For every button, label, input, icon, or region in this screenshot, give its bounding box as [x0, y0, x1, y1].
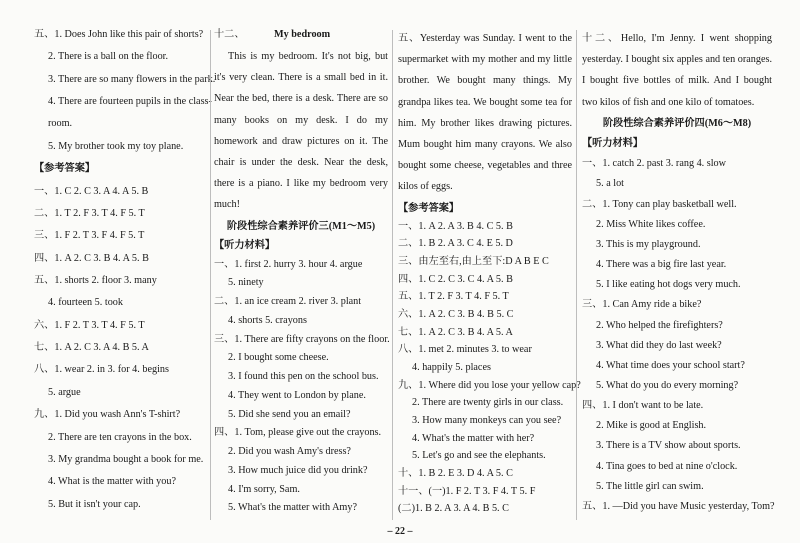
text-line: 六、1. A 2. C 3. B 4. B 5. C: [398, 309, 514, 320]
text-line: 3. How many monkeys can you see?: [412, 415, 562, 426]
column-divider: [210, 30, 211, 520]
column-divider: [576, 30, 577, 520]
answer-key-label: 【参考答案】: [34, 163, 96, 175]
text-line: 十、1. B 2. E 3. D 4. A 5. C: [398, 468, 513, 479]
essay-body: This is my bedroom. It's not big, but it's very clean. There is a small bed in it. Near the bed, there is a desk. There are so many books on my desk. I do my homework and draw pictures on it. The chair is under the desk. Near the desk, there is a piano. I like my bedroom very much!: [214, 51, 388, 211]
text-line: 2. There are twenty girls in our class.: [412, 397, 564, 409]
listening-label: 【听力材料】: [214, 239, 276, 251]
text-line: 5. What's the matter with Amy?: [228, 502, 357, 514]
essay-heading-number: 十二、: [214, 29, 245, 40]
text-line: 4. fourteen 5. took: [48, 297, 123, 309]
text-line: 5. I like eating hot dogs very much.: [596, 279, 741, 291]
text-line: 八、1. met 2. minutes 3. to wear: [398, 344, 532, 356]
text-line: 4. shorts 5. crayons: [228, 314, 307, 326]
answer-key-label: 【参考答案】: [398, 203, 460, 214]
text-line: 4. There was a big fire last year.: [596, 259, 727, 271]
text-line: 十一、(一)1. F 2. T 3. F 4. T 5. F: [398, 485, 536, 497]
text-line: 5. ninety: [228, 277, 264, 289]
listening-label: 【听力材料】: [582, 138, 644, 150]
text-line: 三、由左至右,由上至下:D A B E C: [398, 256, 549, 267]
text-line: 一、1. A 2. A 3. B 4. C 5. B: [398, 220, 513, 232]
text-line: 八、1. wear 2. in 3. for 4. begins: [34, 364, 169, 376]
text-line: 2. There is a ball on the floor.: [48, 51, 169, 63]
text-line: 5. a lot: [596, 178, 625, 190]
section-title: 阶段性综合素养评价三(M1～M5): [226, 221, 376, 232]
text-line: 六、1. F 2. T 3. T 4. F 5. T: [34, 319, 145, 331]
text-line: 4. They went to London by plane.: [228, 389, 366, 401]
text-line: 3. How much juice did you drink?: [228, 464, 368, 476]
text-line: 3. What did they do last week?: [596, 339, 722, 351]
text-line: 2. Mike is good at English.: [596, 420, 707, 432]
text-line: 5. My brother took my toy plane.: [48, 140, 184, 152]
text-line: 4. What's the matter with her?: [412, 432, 535, 444]
text-line: 一、1. first 2. hurry 3. hour 4. argue: [214, 258, 363, 270]
text-line: 4. What time does your school start?: [596, 359, 745, 371]
text-line: 5. But it isn't your cap.: [48, 498, 141, 510]
text-line: 五、1. shorts 2. floor 3. many: [34, 275, 157, 286]
text-line: 3. I found this pen on the school bus.: [228, 371, 379, 382]
text-line: 三、1. There are fifty crayons on the floor.: [214, 333, 390, 345]
text-line: 4. What is the matter with you?: [48, 476, 176, 488]
text-line: 二、1. T 2. F 3. T 4. F 5. T: [34, 207, 145, 219]
text-line: 5. argue: [48, 386, 81, 398]
essay-title: My bedroom: [274, 29, 331, 40]
text-line: 七、1. A 2. C 3. A 4. B 5. A: [34, 342, 149, 354]
text-line: 七、1. A 2. C 3. B 4. A 5. A: [398, 326, 513, 338]
text-line: 3. There is a TV show about sports.: [596, 440, 741, 452]
text-line: 3. This is my playground.: [596, 238, 701, 250]
text-line: 3. My grandma bought a book for me.: [48, 453, 204, 465]
text-line: 2. Did you wash Amy's dress?: [228, 446, 351, 457]
text-line: 一、1. C 2. C 3. A 4. A 5. B: [34, 185, 149, 197]
text-line: 四、1. Tom, please give out the crayons.: [214, 427, 382, 439]
text-line: 五、1. —Did you have Music yesterday, Tom?: [582, 500, 775, 512]
text-line: 4. There are fourteen pupils in the class-: [48, 96, 212, 108]
listening-paragraph: 十二、Hello, I'm Jenny. I went shopping yesterday. I bought six apples and ten oranges. I bought five bottles of milk. And I bought two kilos of fish and one kilo of tomatoes.: [582, 33, 772, 108]
page-number: – 22 –: [387, 526, 413, 537]
text-line: 九、1. Did you wash Ann's T-shirt?: [34, 409, 181, 421]
text-line: 四、1. C 2. C 3. C 4. A 5. B: [398, 273, 513, 285]
text-line: 二、1. B 2. A 3. C 4. E 5. D: [398, 238, 513, 250]
text-line: 3. There are so many flowers in the park.: [48, 73, 216, 85]
text-line: 4. Tina goes to bed at nine o'clock.: [596, 460, 738, 472]
text-line: 5. The little girl can swim.: [596, 480, 704, 492]
text-line: 5. What do you do every morning?: [596, 379, 739, 391]
text-line: 三、1. F 2. T 3. F 4. F 5. T: [34, 230, 145, 242]
text-line: 4. happily 5. places: [412, 362, 491, 373]
text-line: 5. Let's go and see the elephants.: [412, 450, 546, 462]
text-line: 二、1. an ice cream 2. river 3. plant: [214, 296, 362, 307]
text-line: 5. Did she send you an email?: [228, 408, 351, 420]
column-divider: [392, 30, 393, 520]
text-line: 2. I bought some cheese.: [228, 352, 329, 364]
text-line: 2. Miss White likes coffee.: [596, 218, 706, 230]
text-line: 4. I'm sorry, Sam.: [228, 483, 300, 495]
text-line: (二)1. B 2. A 3. A 4. B 5. C: [398, 503, 509, 515]
section-title: 阶段性综合素养评价四(M6～M8): [602, 118, 752, 129]
text-line: 2. There are ten crayons in the box.: [48, 431, 192, 443]
text-line: 一、1. catch 2. past 3. rang 4. slow: [582, 158, 727, 170]
text-line: 四、1. A 2. C 3. B 4. A 5. B: [34, 252, 149, 264]
text-line: 四、1. I don't want to be late.: [582, 400, 704, 412]
text-line: 九、1. Where did you lose your yellow cap?: [398, 379, 581, 391]
listening-paragraph: 五、Yesterday was Sunday. I went to the supermarket with my mother and my little brother. We bought many things. My grandpa likes tea. We bought some tea for him. My brother likes drawing pictures. Mum bought him many crayons. We also bought some cheese, vegetables and three kilos of eggs.: [398, 33, 572, 193]
text-line: 五、1. Does John like this pair of shorts?: [34, 29, 204, 40]
text-line: 三、1. Can Amy ride a bike?: [582, 299, 702, 311]
text-line: 二、1. Tony can play basketball well.: [582, 198, 737, 210]
text-line: 五、1. T 2. F 3. T 4. F 5. T: [398, 291, 509, 303]
text-line: room.: [48, 118, 73, 130]
text-line: 2. Who helped the firefighters?: [596, 319, 723, 331]
